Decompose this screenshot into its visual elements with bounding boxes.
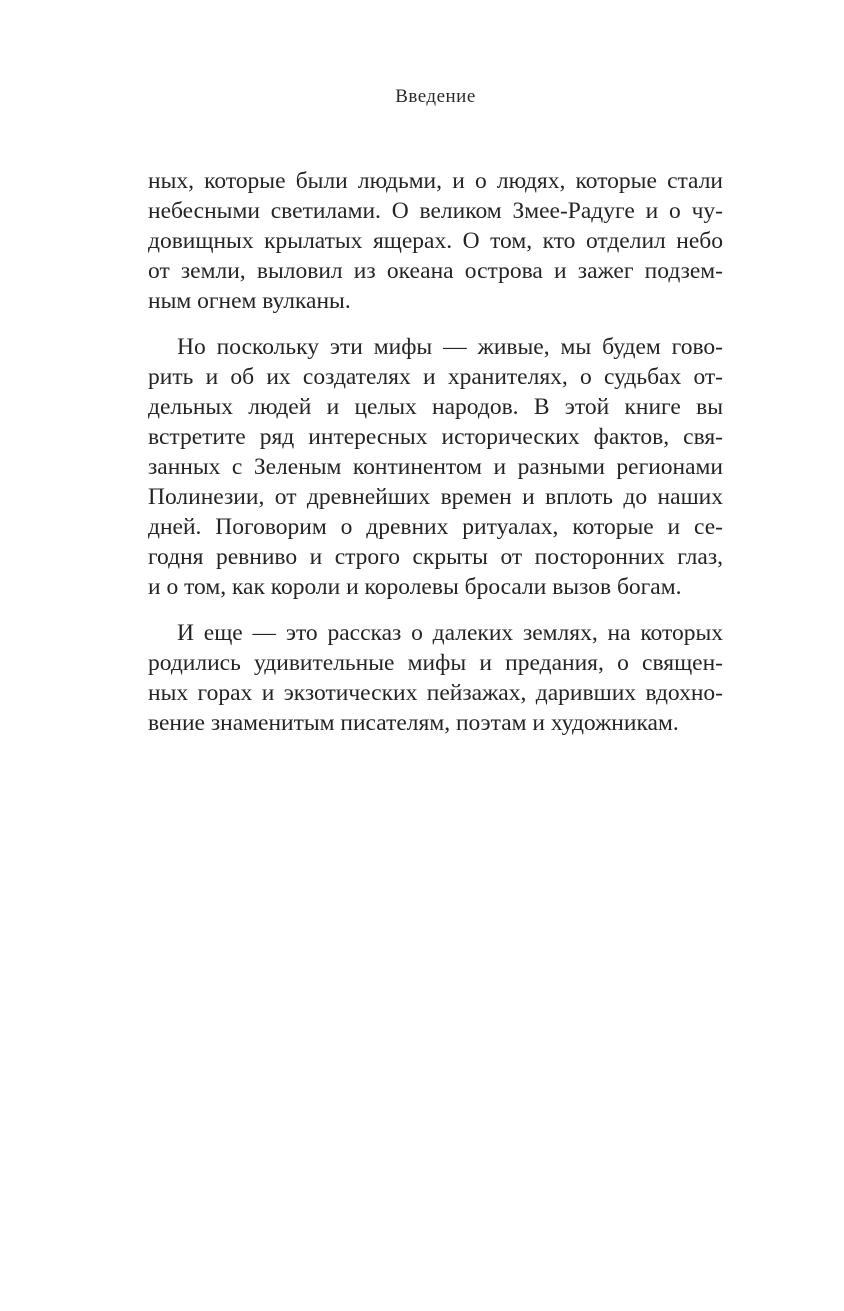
text-block	[148, 166, 723, 754]
text-line: небесными светилами. О великом Змее-Радуге и о чу-	[148, 198, 723, 224]
paragraph	[148, 618, 723, 738]
text-line: вение знаменитым писателям, поэтам и художникам.	[148, 710, 679, 736]
text-line: довищных крылатых ящерах. О том, кто отделил небо	[148, 228, 723, 254]
paragraph	[148, 332, 723, 602]
text-line: встретите ряд интересных исторических фактов, свя-	[148, 424, 723, 450]
chapter-running-head: Введение	[395, 86, 476, 107]
text-line: дней. Поговорим о древних ритуалах, которые и се-	[148, 514, 723, 540]
text-line: И еще — это рассказ о далеких землях, на которых	[177, 620, 723, 646]
paragraph	[148, 166, 723, 316]
text-line: рить и об их создателях и хранителях, о судьбах от-	[148, 364, 723, 390]
text-line: от земли, выловил из океана острова и зажег подзем-	[148, 258, 723, 284]
text-line: ных горах и экзотических пейзажах, даривших вдохно-	[148, 680, 723, 706]
text-line: и о том, как короли и королевы бросали вызов богам.	[148, 574, 682, 600]
text-line: годня ревниво и строго скрыты от посторонних глаз,	[148, 544, 723, 570]
text-line: ным огнем вулканы.	[148, 288, 351, 314]
text-line: родились удивительные мифы и предания, о священ-	[148, 650, 723, 676]
text-line: Полинезии, от древнейших времен и вплоть до наших	[148, 484, 723, 510]
text-line: занных с Зеленым континентом и разными регионами	[148, 454, 723, 480]
text-line: ных, которые были людьми, и о людях, которые стали	[148, 168, 723, 194]
text-line: дельных людей и целых народов. В этой книге вы	[148, 394, 723, 420]
text-line: Но поскольку эти мифы — живые, мы будем гово-	[177, 334, 723, 360]
